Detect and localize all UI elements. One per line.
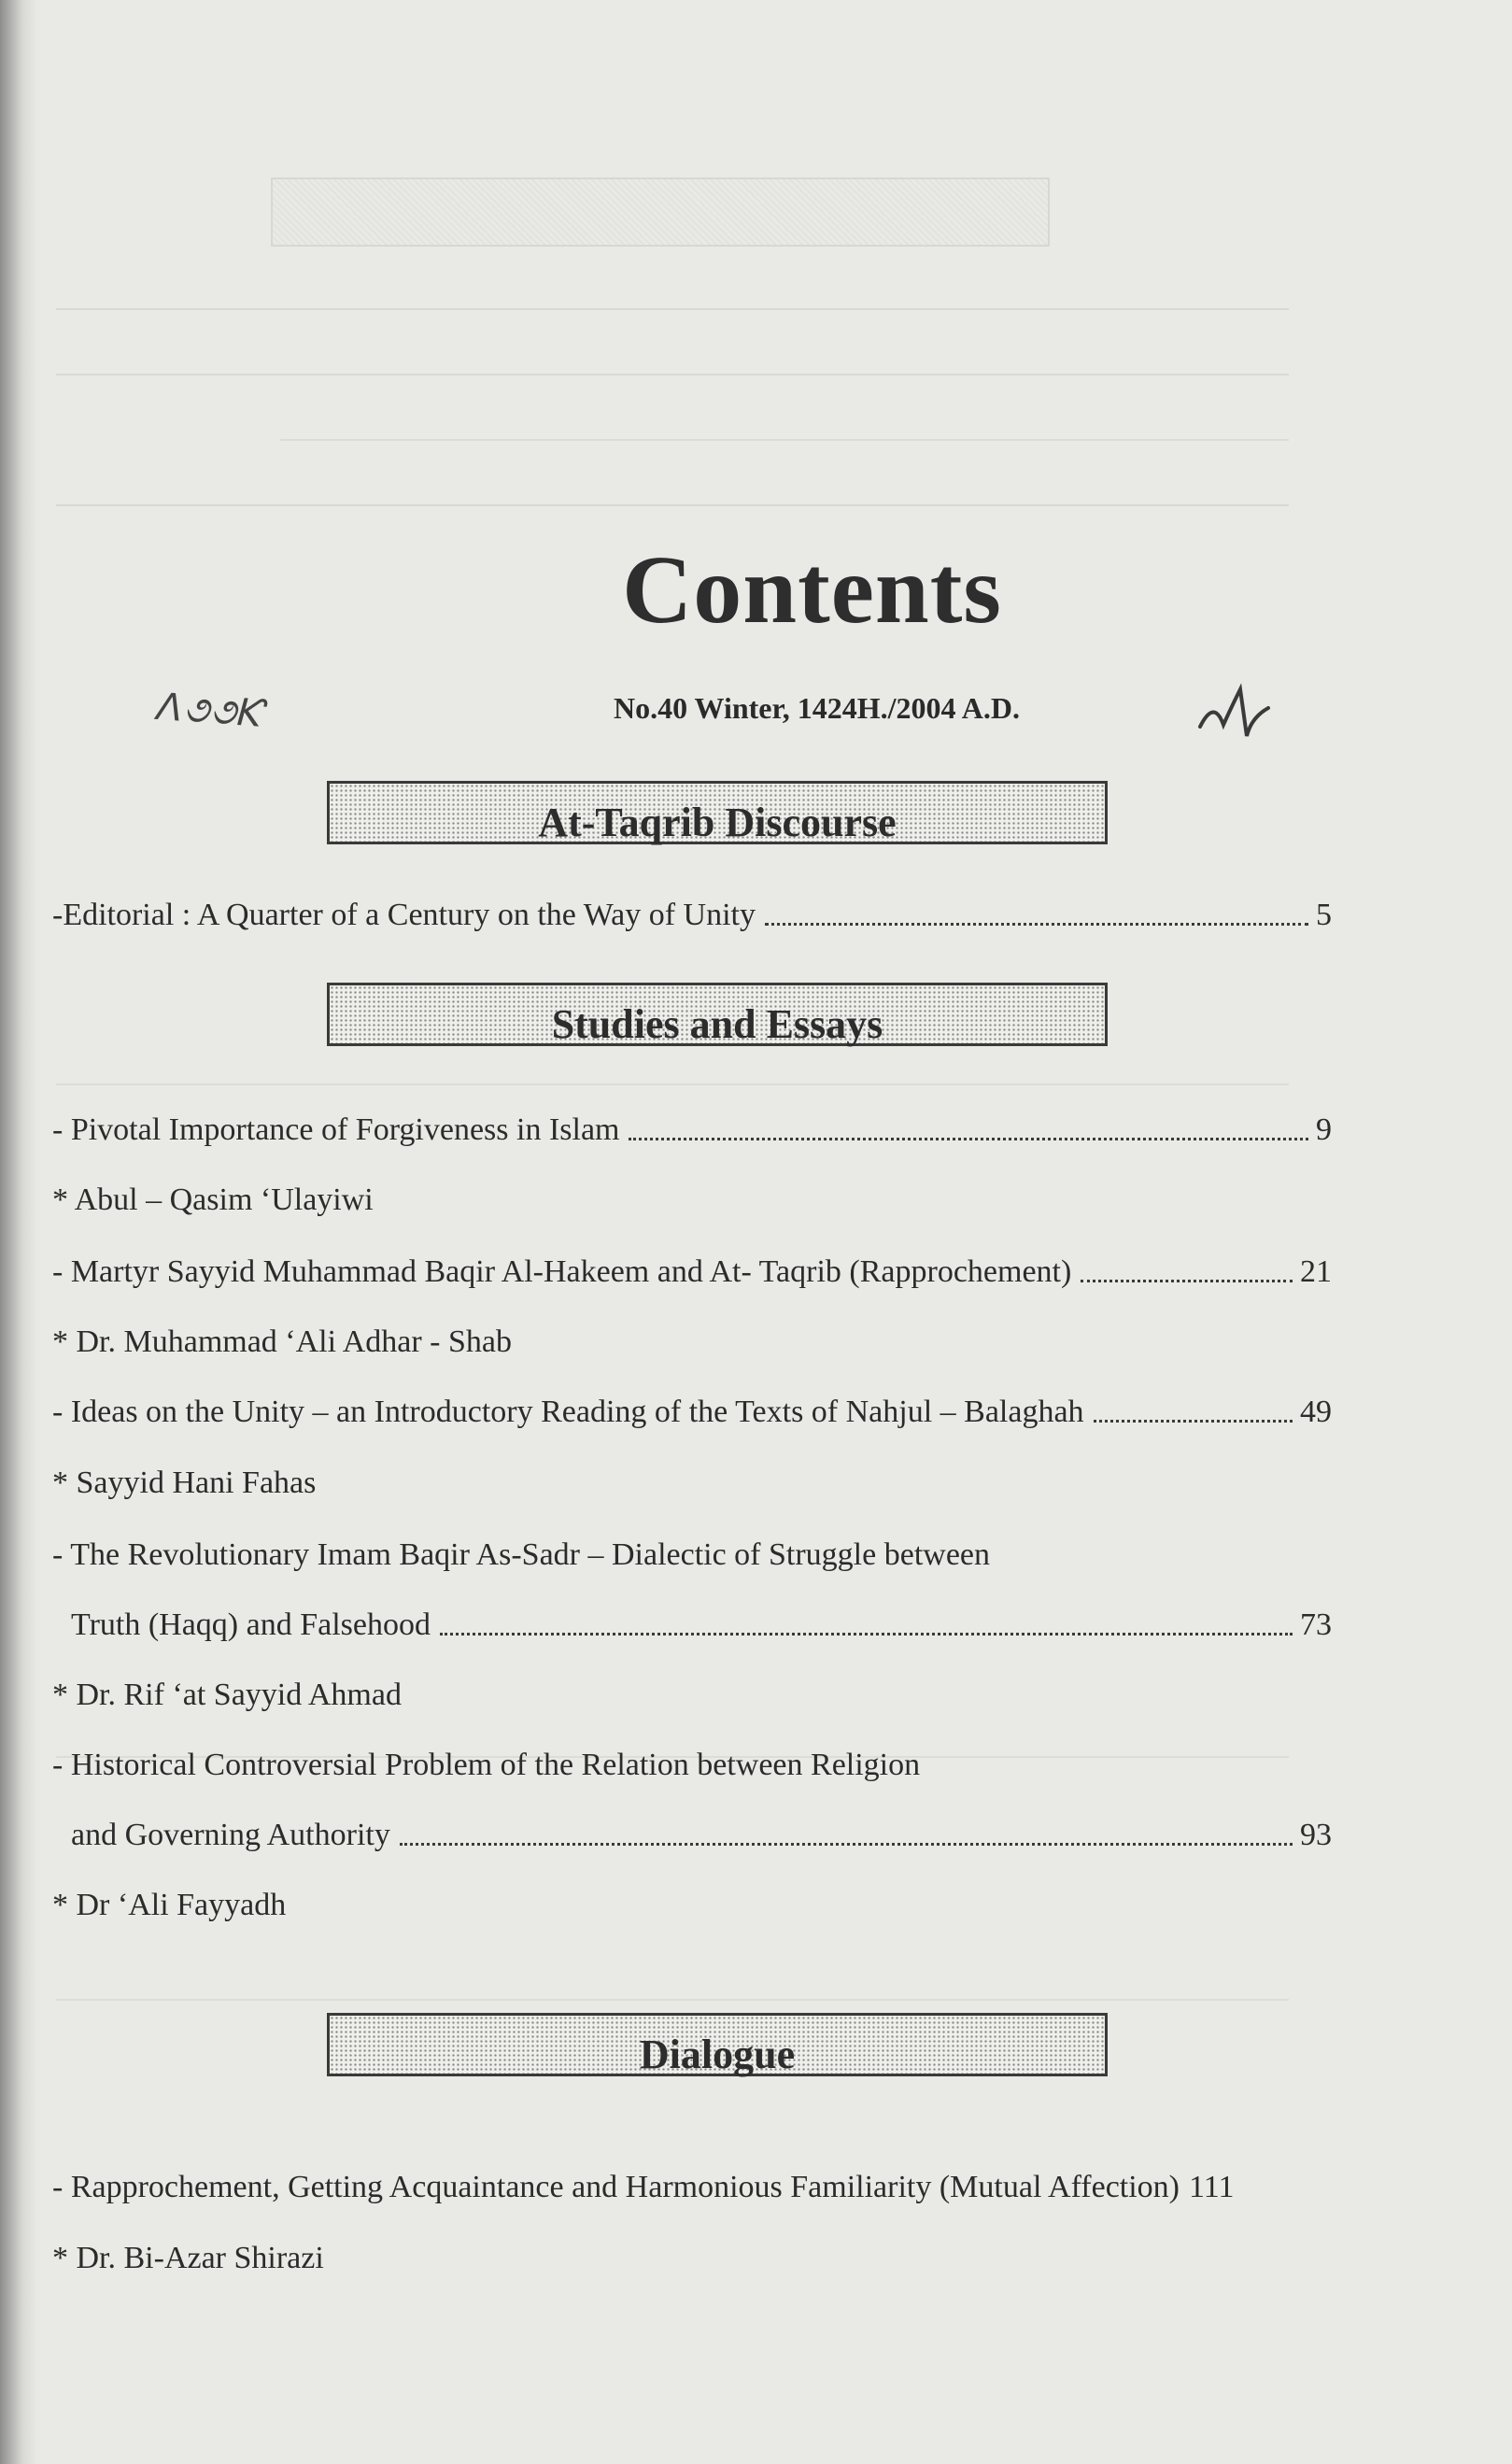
toc-entry[interactable] <box>52 2169 1378 2206</box>
binding-shadow <box>0 0 37 2464</box>
section-heading-label: Studies and Essays <box>551 1000 883 1047</box>
toc-entry[interactable] <box>52 1394 1332 1431</box>
ghost-line <box>280 411 1289 441</box>
entry-author: * Abul – Qasim ‘Ulayiwi <box>52 1182 374 1217</box>
entry-author: * Sayyid Hani Fahas <box>52 1466 317 1500</box>
section-heading-label: At-Taqrib Discourse <box>538 799 897 845</box>
toc-entry[interactable] <box>52 1253 1332 1291</box>
entry-title-line1[interactable]: - The Revolutionary Imam Baqir As-Sadr – Dialectic of Struggle between <box>52 1537 990 1572</box>
ghost-line <box>56 1055 1289 1085</box>
dot-leader <box>1094 1420 1293 1423</box>
dot-leader <box>629 1138 1308 1140</box>
ghost-banner <box>271 177 1050 247</box>
entry-author: * Dr. Bi-Azar Shirazi <box>52 2241 324 2275</box>
section-heading-label: Dialogue <box>639 2031 796 2077</box>
dot-leader <box>1081 1280 1293 1282</box>
entry-title-line1[interactable]: - Historical Controversial Problem of the Relation between Religion <box>52 1748 921 1782</box>
entry-author: * Dr. Rif ‘at Sayyid Ahmad <box>52 1678 402 1712</box>
entry-author: * Dr ‘Ali Fayyadh <box>52 1888 287 1922</box>
entry-author: * Dr. Muhammad ‘Ali Adhar - Shab <box>52 1324 512 1359</box>
handwritten-note: ᐱ૭૭Ƙ <box>155 685 268 737</box>
entry-page: 5 <box>1316 898 1332 932</box>
dot-leader <box>400 1843 1293 1846</box>
entry-title: - Martyr Sayyid Muhammad Baqir Al-Hakeem and At- Taqrib (Rapprochement) <box>52 1254 1072 1289</box>
entry-title: and Governing Authority <box>71 1818 390 1852</box>
entry-title: - Rapprochement, Getting Acquaintance and Harmonious Familiarity (Mutual Affection) <box>52 2170 1180 2204</box>
entry-page: 49 <box>1300 1395 1332 1429</box>
toc-entry[interactable] <box>71 1607 1332 1644</box>
toc-entry[interactable] <box>71 1817 1332 1854</box>
dot-leader <box>440 1633 1293 1636</box>
toc-entry[interactable] <box>52 897 1332 934</box>
section-heading-studies-and-essays <box>327 983 1108 1046</box>
entry-page: 21 <box>1300 1254 1332 1289</box>
page-title: Contents <box>622 536 1002 644</box>
entry-title: - Pivotal Importance of Forgiveness in Islam <box>52 1112 620 1147</box>
ghost-line <box>56 346 1289 375</box>
entry-title: -Editorial : A Quarter of a Century on the Way of Unity <box>52 898 756 932</box>
ghost-line <box>56 476 1289 506</box>
entry-page: 93 <box>1300 1818 1332 1852</box>
entry-page: 9 <box>1316 1112 1332 1147</box>
entry-title: - Ideas on the Unity – an Introductory Reading of the Texts of Nahjul – Balaghah <box>52 1395 1084 1429</box>
entry-page: 73 <box>1300 1607 1332 1642</box>
ghost-line <box>56 280 1289 310</box>
section-heading-dialogue <box>327 2013 1108 2076</box>
section-heading-at-taqrib-discourse <box>327 781 1108 844</box>
entry-page: 111 <box>1189 2170 1235 2204</box>
ghost-line <box>56 1971 1289 2001</box>
toc-entry[interactable] <box>52 1112 1332 1149</box>
handwritten-signature-icon <box>1195 680 1279 745</box>
entry-title: Truth (Haqq) and Falsehood <box>71 1607 431 1642</box>
dot-leader <box>765 923 1308 926</box>
issue-info: No.40 Winter, 1424H./2004 A.D. <box>614 691 1020 725</box>
